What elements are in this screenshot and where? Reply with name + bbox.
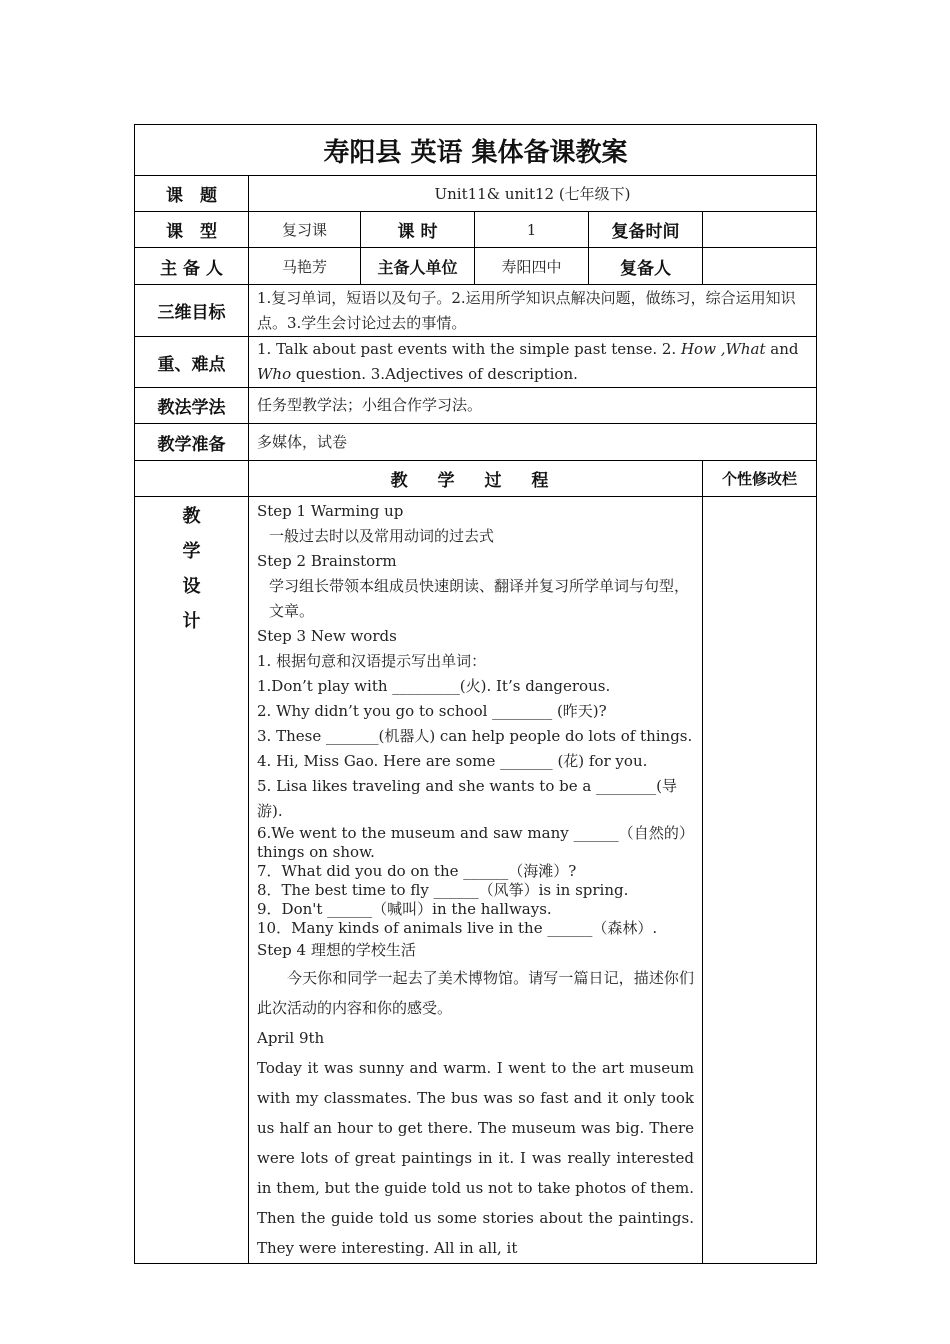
title-row <box>135 125 817 176</box>
type-value: 复习课 <box>249 212 361 248</box>
reviewer-value <box>703 248 817 285</box>
review-time-label: 复备时间 <box>589 212 703 248</box>
design-label-char: 教 <box>182 506 201 527</box>
preparer-unit-value: 寿阳四中 <box>475 248 589 285</box>
reviewer-label: 复备人 <box>589 248 703 285</box>
step2-text: 学习组长带领本组成员快速朗读、翻译并复习所学单词与句型，文章。 <box>269 577 690 620</box>
exercise-item: 4. Hi, Miss Gao. Here are some _______ (花) for you. <box>257 752 648 770</box>
key-points-row <box>135 337 817 388</box>
exercise-item: 9．Don't ______（喊叫）in the hallways. <box>257 900 552 918</box>
exercise-item: 3. These _______(机器人) can help people do lots of things. <box>257 727 693 745</box>
key-points-part: question. 3.Adjectives of description. <box>291 365 578 383</box>
diary-date: April 9th <box>257 1029 325 1047</box>
process-header-blank <box>135 461 249 497</box>
topic-label: 课 题 <box>135 176 249 212</box>
preparation-row <box>135 424 817 461</box>
exercise-item: 1.Don’t play with _________(火). It’s dangerous. <box>257 677 611 695</box>
step1-heading: Step 1 Warming up <box>257 502 404 520</box>
step4-text: 今天你和同学一起去了美术博物馆。请写一篇日记，描述你们此次活动的内容和你的感受。 <box>257 969 694 1017</box>
diary-text: Today it was sunny and warm. I went to the art museum with my classmates. The bus was so fast and it only took us half an hour to get there. The museum was big. There were lots of great paintings in it. I was really interested in them, but the guide told us not to take photos of them. Then the guide told us some stories about the paintings. They were interesting. All in all, it <box>257 1059 694 1257</box>
goals-label: 三维目标 <box>135 285 249 337</box>
hours-value: 1 <box>475 212 589 248</box>
step3-subheading: 1. 根据句意和汉语提示写出单词： <box>257 652 487 670</box>
exercise-item: 2. Why didn’t you go to school ________ (昨天)? <box>257 702 607 720</box>
methods-label: 教法学法 <box>135 388 249 424</box>
preparer-row <box>135 248 817 285</box>
design-label <box>135 497 249 1264</box>
process-header: 教 学 过 程 <box>249 461 703 497</box>
methods-row <box>135 388 817 424</box>
key-points-text <box>249 337 817 388</box>
page-title: 寿阳县 英语 集体备课教案 <box>135 125 817 176</box>
key-points-part: 1. Talk about past events with the simple past tense. 2. <box>257 340 681 358</box>
personal-notes-cell[interactable] <box>703 497 817 1264</box>
design-label-char: 学 <box>182 541 201 562</box>
process-header-row <box>135 461 817 497</box>
lesson-plan-table <box>134 124 817 1264</box>
methods-text: 任务型教学法；小组合作学习法。 <box>249 388 817 424</box>
type-row <box>135 212 817 248</box>
key-points-italic: Who <box>257 365 292 383</box>
preparation-text: 多媒体，试卷 <box>249 424 817 461</box>
note-column-header: 个性修改栏 <box>703 461 817 497</box>
preparer-label: 主 备 人 <box>135 248 249 285</box>
type-label: 课 型 <box>135 212 249 248</box>
preparer-value: 马艳芳 <box>249 248 361 285</box>
design-label-char: 计 <box>182 611 201 632</box>
exercise-item: 5. Lisa likes traveling and she wants to be a ________(导游). <box>257 777 677 820</box>
step1-text: 一般过去时以及常用动词的过去式 <box>269 527 495 545</box>
lesson-plan-sheet <box>134 124 816 1264</box>
key-points-part: and <box>765 340 799 358</box>
preparation-label: 教学准备 <box>135 424 249 461</box>
exercise-item: 6.We went to the museum and saw many ______（自然的）things on show. <box>257 824 694 861</box>
key-points-label: 重、难点 <box>135 337 249 388</box>
design-content <box>249 497 703 1264</box>
topic-row <box>135 176 817 212</box>
design-label-char: 设 <box>182 576 201 597</box>
goals-row <box>135 285 817 337</box>
goals-text: 1.复习单词，短语以及句子。2.运用所学知识点解决问题，做练习，综合运用知识点。3.学生会讨论过去的事情。 <box>249 285 817 337</box>
review-time-value <box>703 212 817 248</box>
exercise-item: 8．The best time to fly ______（风筝）is in spring. <box>257 881 629 899</box>
design-row <box>135 497 817 1264</box>
topic-value: Unit11& unit12 (七年级下) <box>249 176 817 212</box>
exercise-item: 7．What did you do on the ______（海滩）? <box>257 862 577 880</box>
step2-heading: Step 2 Brainstorm <box>257 552 397 570</box>
preparer-unit-label: 主备人单位 <box>361 248 475 285</box>
exercise-item: 10．Many kinds of animals live in the ______（森林）. <box>257 919 658 937</box>
hours-label: 课 时 <box>361 212 475 248</box>
step4-heading: Step 4 理想的学校生活 <box>257 941 416 959</box>
key-points-italic: How ,What <box>680 340 766 358</box>
step3-heading: Step 3 New words <box>257 627 397 645</box>
